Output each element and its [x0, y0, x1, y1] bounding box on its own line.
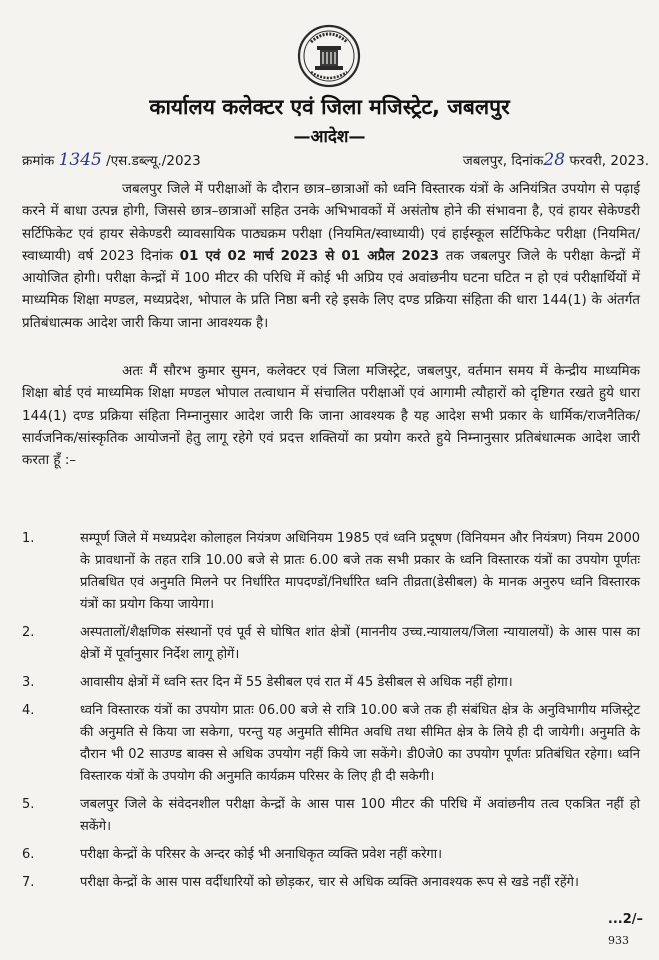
handwritten-reference-number: 1345	[58, 150, 102, 170]
exam-dates: 01 एवं 02 मार्च 2023 से 01 अप्रैल 2023	[179, 247, 440, 264]
list-item	[22, 844, 640, 866]
order-heading: —आदेश—	[293, 127, 366, 147]
next-page-marker: ...2/–	[607, 912, 643, 927]
reference-prefix: क्रमांक	[22, 153, 55, 169]
item-text: अस्पतालों/शैक्षणिक संस्थानों एवं पूर्व से घोषित शांत क्षेत्रों (माननीय उच्च.न्यायालय/जिला न्यायालयों) के आस पास का क्षेत्रों में पूर्वानुसार निर्देश लागू होगें।	[80, 625, 640, 662]
stamp-number: 933	[608, 934, 629, 947]
item-number: 1.	[22, 531, 35, 546]
list-item	[22, 672, 640, 694]
item-number: 6.	[22, 847, 35, 862]
list-item	[22, 700, 640, 788]
paragraph-1-text-b: तक जबलपुर जिले के परीक्षा केन्द्रों में आयोजित होगी। परीक्षा केन्द्रों में 100 मीटर की परिधि में कोई भी अप्रिय एवं अवांछनीय घटना घटित न हो एवं परीक्षार्थियों में माध्यमिक शिक्षा मण्डल, मध्यप्रदेश, भोपाल के प्रति निष्ठा बनी रहे इसके लिए दण्ड प्रक्रिया संहिता की धारा 144(1) के अंतर्गत प्रतिबंधात्मक आदेश जारी किया जाना आवश्यक है।	[22, 247, 641, 331]
state-emblem-icon	[297, 22, 361, 92]
item-number: 5.	[22, 797, 35, 812]
paragraph-2	[22, 360, 640, 471]
paragraph-2-text: अतः मैं सौरभ कुमार सुमन, कलेक्टर एवं जिला मजिस्ट्रेट, जबलपुर, वर्तमान समय में केन्द्रीय माध्यमिक शिक्षा बोर्ड एवं माध्यमिक शिक्षा मण्डल भोपाल तत्वाधान में संचालित परीक्षाओं एवं आगामी त्यौहारों को दृष्टिगत रखते हुये धारा 144(1) दण्ड प्रक्रिया संहिता निम्नानुसार आदेश जारी कि जाना आवश्यक है यह आदेश सभी प्रकार के धार्मिक/राजनैतिक/सार्वजनिक/सांस्कृतिक आयोजनों हेतु लागू रहेगे एवं प्रदत्त शक्तियों का प्रयोग करते हुये निम्नानुसार प्रतिबंधात्मक आदेश जारी करता हूँ :–	[22, 363, 640, 469]
paragraph-1-text-a: जबलपुर जिले में परीक्षाओं के दौरान छात्र–छात्राओं को ध्वनि विस्तारक यंत्रों के अनियंत्रित उपयोग से पढ़ाई करने में बाधा उत्पन्न होगी, जिससे छात्र–छात्राओं सहित उनके अभिभावकों में असंतोष होने की संभावना है, एवं हायर सेकेण्डरी सर्टिफिकेट एवं हायर सेकेण्डरी व्यावसायिक पाठ्यक्रम परीक्षा (नियमित/स्वाध्यायी) एवं हाईस्कूल सर्टिफिकेट परीक्षा (नियमित/स्वाध्यायी) वर्ष 2023 दिनांक	[22, 181, 640, 264]
item-number: 7.	[22, 875, 35, 890]
place-date-prefix: जबलपुर, दिनांक	[462, 153, 544, 169]
reference-number	[22, 150, 201, 170]
handwritten-date: 28	[543, 150, 566, 170]
item-text: सम्पूर्ण जिले में मध्यप्रदेश कोलाहल नियंत्रण अधिनियम 1985 एवं ध्वनि प्रदूषण (विनियमन और नियंत्रण) नियम 2000 के प्रावधानों के तहत रात्रि 10.00 बजे से प्रातः 6.00 बजे तक सभी प्रकार के ध्वनि विस्तारक यंत्रों का उपयोग पूर्णतः प्रतिबधित एवं अनुमति मिलने पर निर्धारित मापदण्डों/निर्धारित ध्वनि तीव्रता(डेसीबल) के मानक अनुरुप ध्वनि विस्तारक यंत्रों का प्रयोग किया जायेगा।	[80, 531, 640, 612]
date-suffix: फरवरी, 2023.	[569, 153, 649, 169]
item-text: परीक्षा केन्द्रों के आस पास वर्दीधारियों को छोड़कर, चार से अधिक व्यक्ति अनावश्यक रूप से खडे नहीं रहेंगे।	[80, 875, 579, 890]
office-title: कार्यालय कलेक्टर एवं जिला मजिस्ट्रेट, जबलपुर	[149, 95, 510, 119]
list-item	[22, 872, 640, 894]
reference-suffix: /एस.डब्ल्यू./2023	[106, 153, 201, 169]
item-number: 4.	[22, 703, 35, 718]
item-number: 3.	[22, 675, 35, 690]
paragraph-1	[22, 178, 640, 334]
item-text: जबलपुर जिले के संवेदनशील परीक्षा केन्द्रों के आस पास 100 मीटर की परिधि में अवांछनीय तत्व एकत्रित नहीं हो सकेंगे।	[80, 797, 640, 834]
item-number: 2.	[22, 625, 35, 640]
list-item	[22, 622, 640, 666]
item-text: आवासीय क्षेत्रों में ध्वनि स्तर दिन में 55 डेसीबल एवं रात में 45 डेसीबल से अधिक नहीं होगा।	[80, 675, 513, 690]
restriction-list	[22, 528, 640, 894]
list-item	[22, 794, 640, 838]
list-item	[22, 528, 640, 616]
item-text: ध्वनि विस्तारक यंत्रों का उपयोग प्रातः 06.00 बजे से रात्रि 10.00 बजे तक ही संबंधित क्षेत्र के अनुविभागीय मजिस्ट्रेट की अनुमति से किया जा सकेगा, परन्तु यह अनुमति सीमित अवधि तथा सीमित क्षेत्र के लिये ही दी जायेगी। अनुमति के दौरान भी 02 साउण्ड बाक्स से अधिक उपयोग नहीं किये जा सकेंगे। डी0जे0 का उपयोग पूर्णतः प्रतिबंधित रहेगा। ध्वनि विस्तारक यंत्रों के उपयोग की अनुमति कार्यक्रम परिसर के लिए ही दी सकेगी।	[80, 703, 640, 784]
place-and-date	[463, 150, 649, 170]
item-text: परीक्षा केन्द्रों के परिसर के अन्दर कोई भी अनाधिकृत व्यक्ति प्रवेश नहीं करेगा।	[80, 847, 443, 862]
